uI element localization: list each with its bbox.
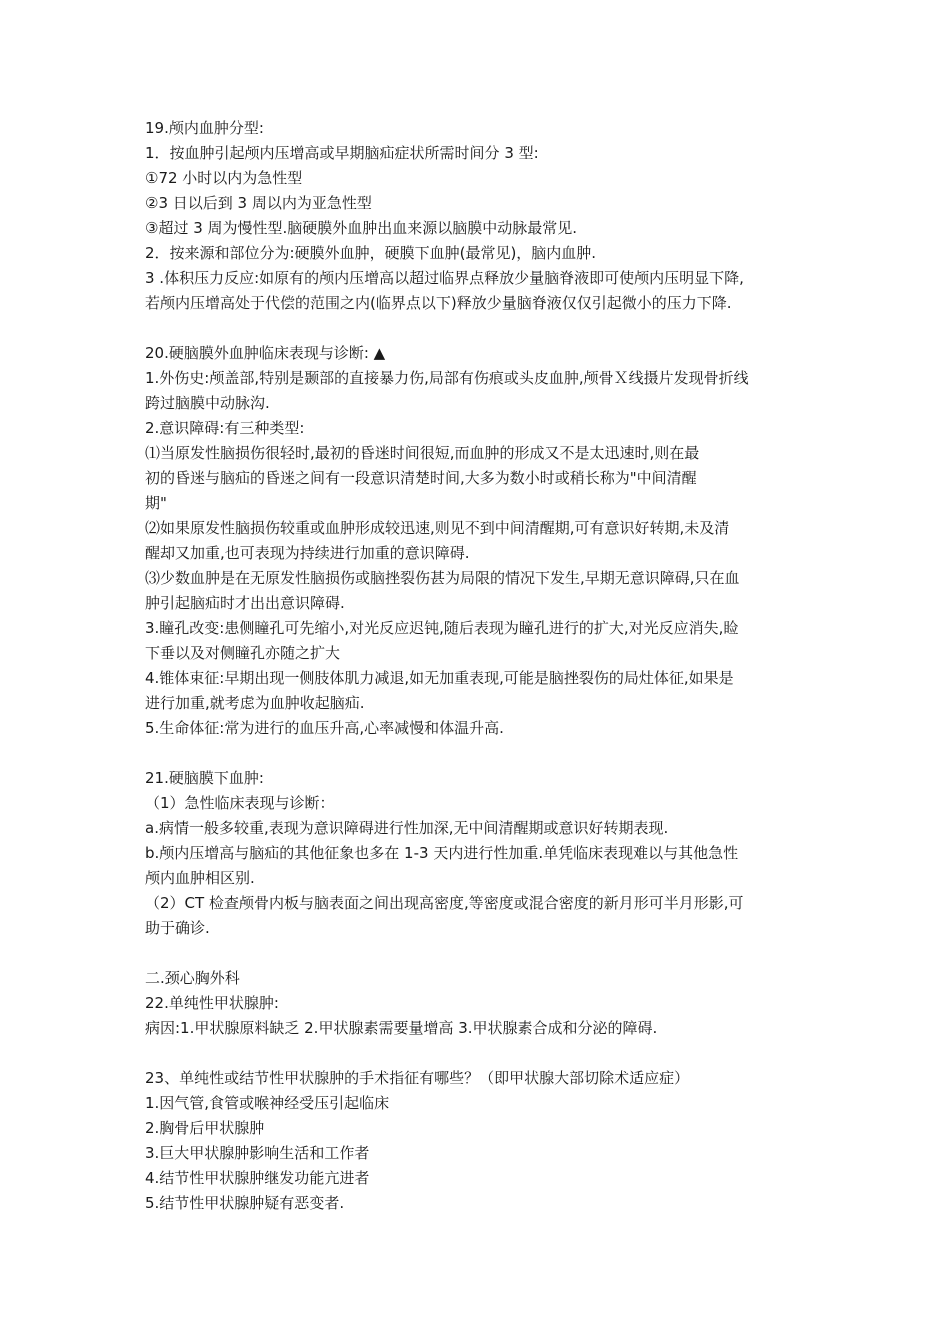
section-19 bbox=[145, 116, 810, 316]
text-line: 若颅内压增高处于代偿的范围之内(临界点以下)释放少量脑脊液仅仅引起微小的压力下降. bbox=[145, 294, 732, 312]
text-line: （2）CT 检查颅骨内板与脑表面之间出现高密度,等密度或混合密度的新月形可半月形影,可 bbox=[145, 894, 744, 912]
text-line: 3.巨大甲状腺肿影响生活和工作者 bbox=[145, 1144, 370, 1162]
text-line: 5.生命体征:常为进行的血压升高,心率减慢和体温升高. bbox=[145, 719, 504, 737]
text-line: 2.胸骨后甲状腺肿 bbox=[145, 1119, 265, 1137]
text-line: 助于确诊. bbox=[145, 919, 210, 937]
text-line: ⑴当原发性脑损伤很轻时,最初的昏迷时间很短,而血肿的形成又不是太迅速时,则在最 bbox=[145, 444, 700, 462]
text-line: 1．按血肿引起颅内压增高或早期脑疝症状所需时间分 3 型: bbox=[145, 144, 539, 162]
paragraph-spacer bbox=[145, 941, 810, 966]
text-line: 1.因气管,食管或喉神经受压引起临床 bbox=[145, 1094, 390, 1112]
text-line: 2.意识障碍:有三种类型: bbox=[145, 419, 305, 437]
text-line: 颅内血肿相区别. bbox=[145, 869, 255, 887]
text-line: 初的昏迷与脑疝的昏迷之间有一段意识清楚时间,大多为数小时或稍长称为"中间清醒 bbox=[145, 469, 697, 487]
text-line: ①72 小时以内为急性型 bbox=[145, 169, 303, 187]
text-line: 下垂以及对侧瞳孔亦随之扩大 bbox=[145, 644, 341, 662]
text-line: a.病情一般多较重,表现为意识障碍进行性加深,无中间清醒期或意识好转期表现. bbox=[145, 819, 669, 837]
text-line: 醒却又加重,也可表现为持续进行加重的意识障碍. bbox=[145, 544, 470, 562]
text-line: ⑵如果原发性脑损伤较重或血肿形成较迅速,则见不到中间清醒期,可有意识好转期,未及清 bbox=[145, 519, 730, 537]
paragraph-spacer bbox=[145, 741, 810, 766]
document-body bbox=[145, 116, 810, 1216]
paragraph-spacer bbox=[145, 316, 810, 341]
section-20 bbox=[145, 341, 810, 741]
section-heading: 23、单纯性或结节性甲状腺肿的手术指征有哪些？（即甲状腺大部切除术适应症） bbox=[145, 1069, 690, 1087]
section-heading: 19.颅内血肿分型: bbox=[145, 119, 264, 137]
section-heading: 20.硬脑膜外血肿临床表现与诊断: ▲ bbox=[145, 344, 386, 362]
text-line: 期" bbox=[145, 494, 167, 512]
text-line: 5.结节性甲状腺肿疑有恶变者. bbox=[145, 1194, 345, 1212]
text-line: 肿引起脑疝时才出出意识障碍. bbox=[145, 594, 345, 612]
text-line: 1.外伤史:颅盖部,特别是颞部的直接暴力伤,局部有伤痕或头皮血肿,颅骨Ｘ线摄片发现骨折线 bbox=[145, 369, 749, 387]
text-line: 2．按来源和部位分为:硬膜外血肿，硬膜下血肿(最常见)，脑内血肿. bbox=[145, 244, 597, 262]
text-line: ③超过 3 周为慢性型.脑硬膜外血肿出血来源以脑膜中动脉最常见. bbox=[145, 219, 578, 237]
text-line: 3.瞳孔改变:患侧瞳孔可先缩小,对光反应迟钝,随后表现为瞳孔进行的扩大,对光反应消失,睑 bbox=[145, 619, 739, 637]
paragraph-spacer bbox=[145, 1041, 810, 1066]
text-line: ②3 日以后到 3 周以内为亚急性型 bbox=[145, 194, 372, 212]
text-line: 病因:1.甲状腺原料缺乏 2.甲状腺素需要量增高 3.甲状腺素合成和分泌的障碍. bbox=[145, 1019, 658, 1037]
text-line: 4.锥体束征:早期出现一侧肢体肌力减退,如无加重表现,可能是脑挫裂伤的局灶体征,如果是 bbox=[145, 669, 734, 687]
text-line: 跨过脑膜中动脉沟. bbox=[145, 394, 270, 412]
section-22 bbox=[145, 966, 810, 1041]
section-heading: 22.单纯性甲状腺肿: bbox=[145, 994, 279, 1012]
text-line: b.颅内压增高与脑疝的其他征象也多在 1-3 天内进行性加重.单凭临床表现难以与其他急性 bbox=[145, 844, 739, 862]
section-23 bbox=[145, 1066, 810, 1216]
text-line: 3 .体积压力反应:如原有的颅内压增高以超过临界点释放少量脑脊液即可使颅内压明显下降, bbox=[145, 269, 744, 287]
text-line: （1）急性临床表现与诊断： bbox=[145, 794, 335, 812]
section-21 bbox=[145, 766, 810, 941]
chapter-heading: 二.颈心胸外科 bbox=[145, 969, 240, 987]
text-line: 进行加重,就考虑为血肿收起脑疝. bbox=[145, 694, 365, 712]
text-line: 4.结节性甲状腺肿继发功能亢进者 bbox=[145, 1169, 370, 1187]
text-line: ⑶少数血肿是在无原发性脑损伤或脑挫裂伤甚为局限的情况下发生,早期无意识障碍,只在血 bbox=[145, 569, 740, 587]
section-heading: 21.硬脑膜下血肿: bbox=[145, 769, 264, 787]
